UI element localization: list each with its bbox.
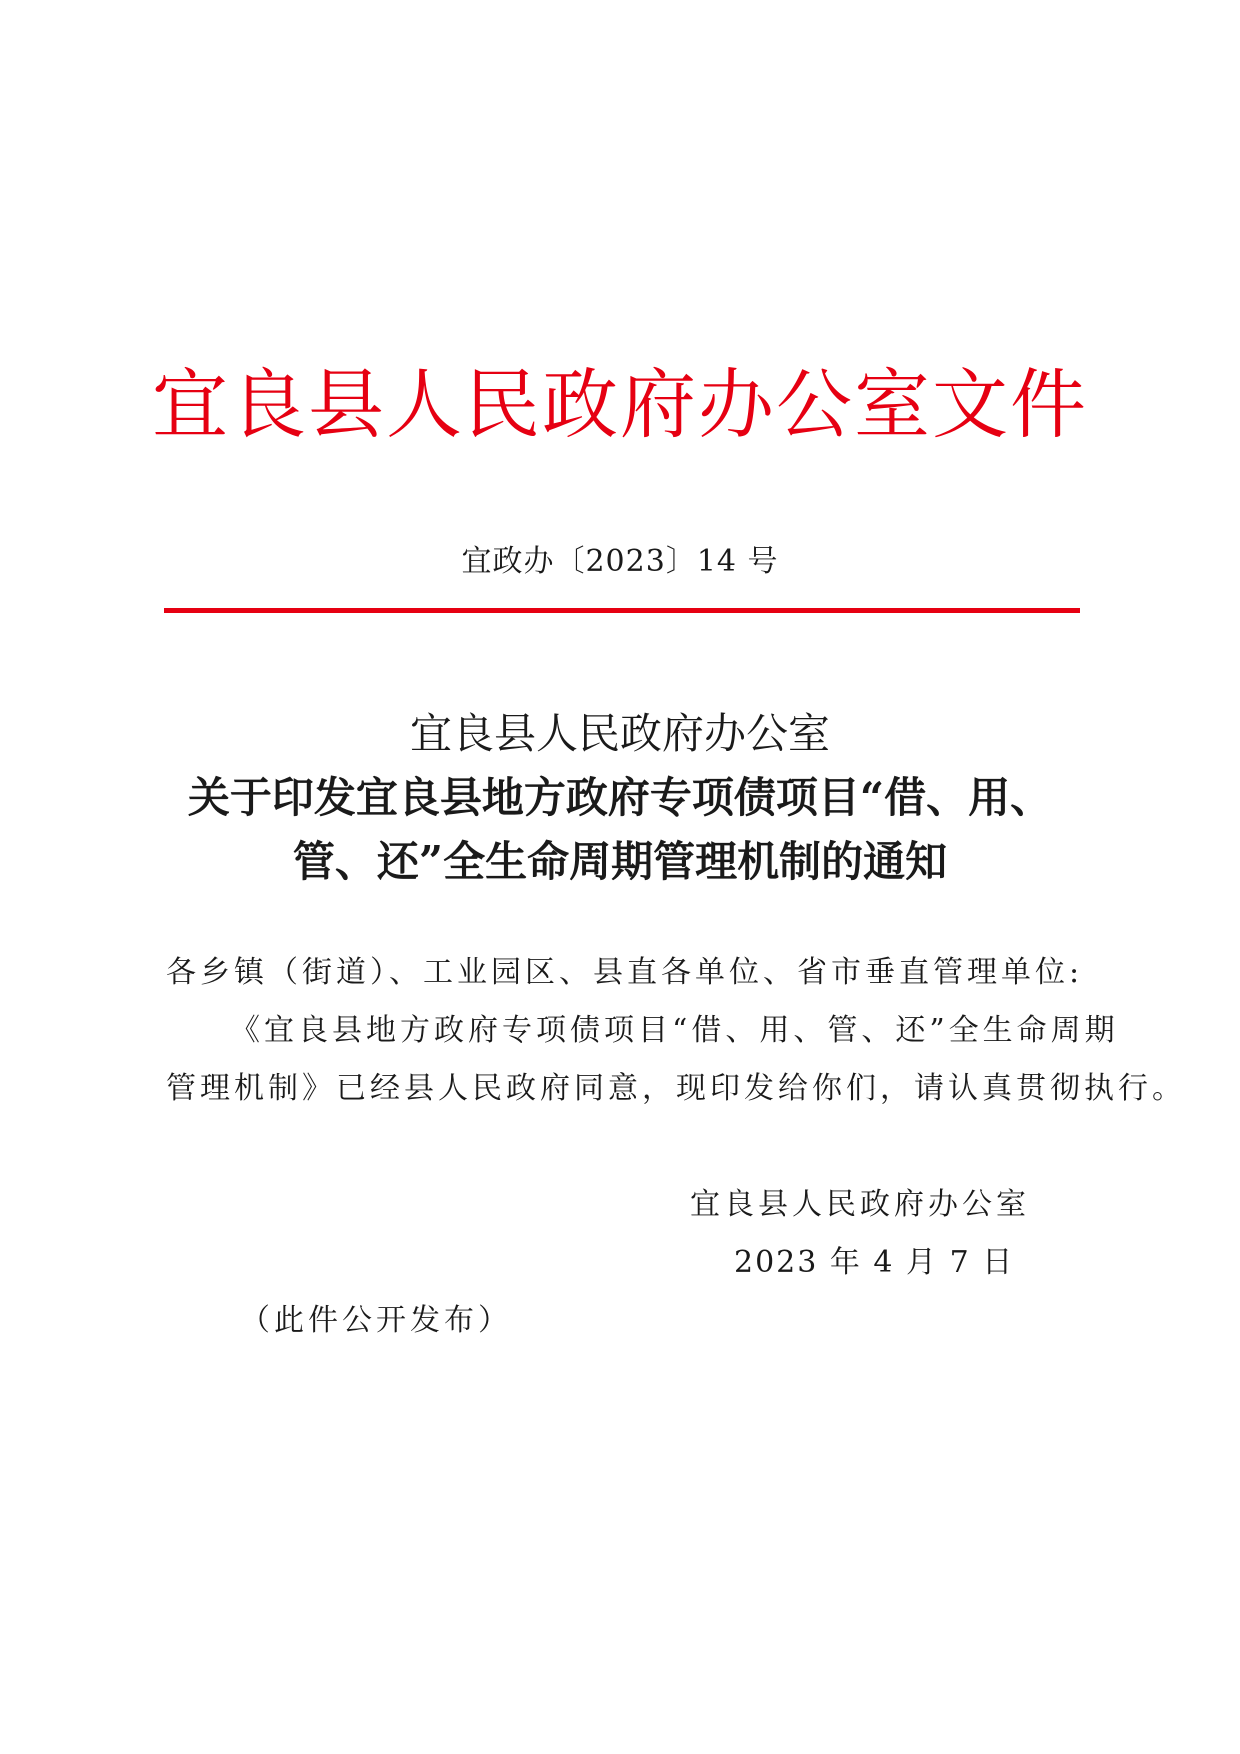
public-release-note: （此件公开发布）: [240, 1303, 512, 1338]
red-separator-line: [164, 608, 1080, 613]
body-paragraph-line-1: 《宜良县地方政府专项债项目“借、用、管、还”全生命周期: [230, 1013, 1119, 1048]
title-line-subject-1: 关于印发宜良县地方政府专项债项目“借、用、: [187, 773, 1053, 822]
masthead-title: 宜良县人民政府办公室文件: [152, 360, 1088, 449]
title-line-subject-2: 管、还”全生命周期管理机制的通知: [292, 837, 948, 886]
signing-date: 2023 年 4 月 7 日: [734, 1245, 1015, 1280]
document-number: 宜政办〔2023〕14 号: [461, 544, 779, 579]
body-paragraph-line-2: 管理机制》已经县人民政府同意，现印发给你们，请认真贯彻执行。: [166, 1071, 1186, 1106]
signing-organization: 宜良县人民政府办公室: [690, 1187, 1030, 1222]
addressee-line: 各乡镇（街道）、工业园区、县直各单位、省市垂直管理单位:: [166, 955, 1084, 990]
notice-title: [0, 702, 1240, 894]
title-line-issuer: 宜良县人民政府办公室: [409, 709, 830, 758]
